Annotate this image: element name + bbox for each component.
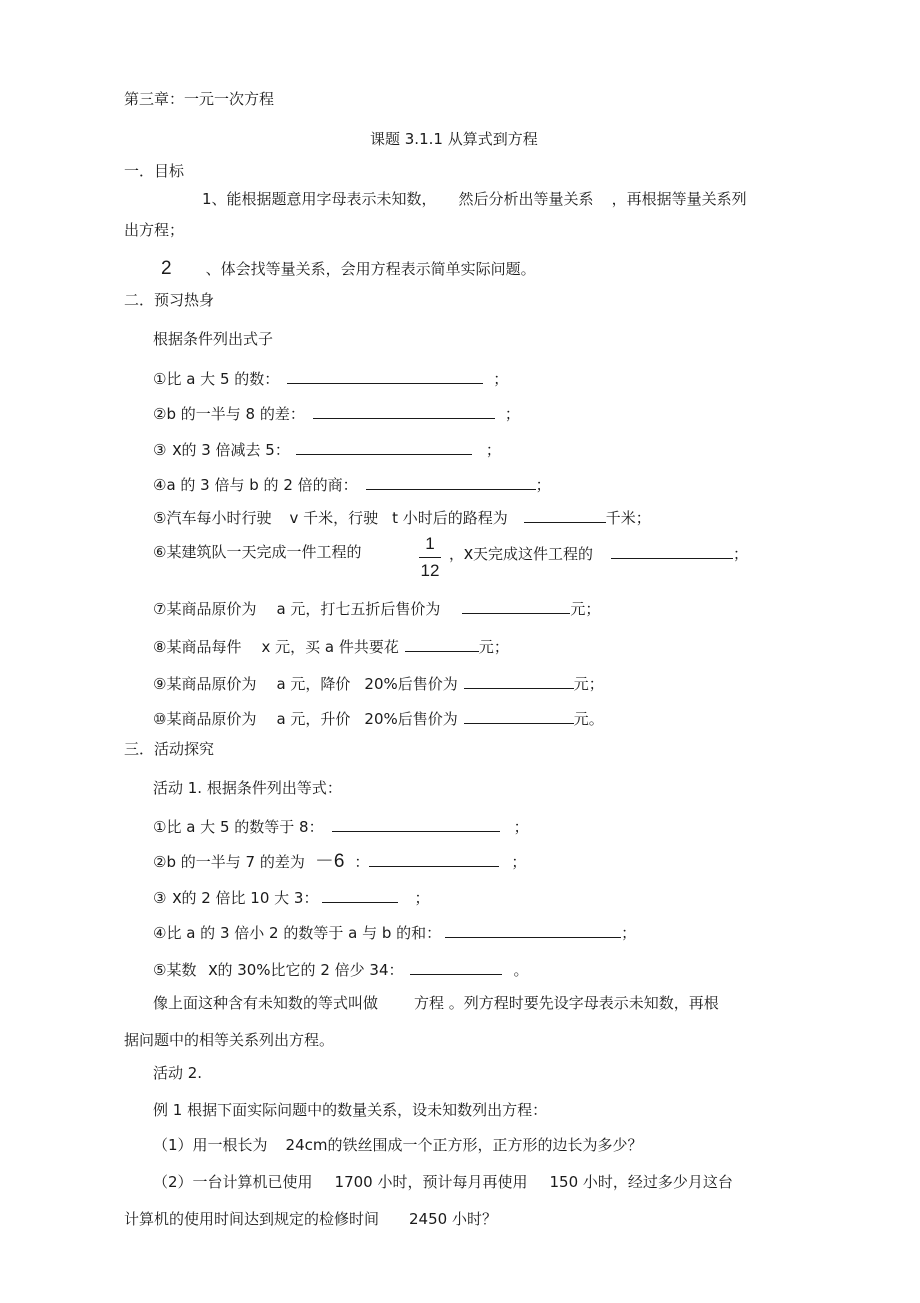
equation-2-end: ； (511, 853, 527, 871)
problem-1-part-b: 24cm的铁丝围成一个正方形，正方形的边长为多少？ (285, 1136, 643, 1154)
answer-blank-2[interactable] (313, 402, 495, 419)
equation-blank-2[interactable] (369, 850, 499, 867)
question-1-text: ①比 a 大 5 的数： (153, 370, 280, 388)
question-6-part-b: 天完成这件工程的 (473, 545, 594, 563)
objective-2-text: 、体会找等量关系，会用方程表示简单实际问题。 (205, 260, 536, 278)
question-5-part-a: ⑤汽车每小时行驶 (153, 509, 272, 527)
equation-2-value: －6 (314, 851, 345, 872)
equation-5-prefix: ⑤某数 (153, 961, 197, 979)
question-10-end: 元。 (573, 710, 604, 728)
equation-blank-4[interactable] (445, 921, 621, 938)
question-10-part-b: a 元，升价 (276, 710, 351, 728)
answer-blank-1[interactable] (287, 367, 483, 384)
question-7-part-b: a 元，打七五折后售价为 (276, 600, 441, 618)
equation-4-text: ④比 a 的 3 倍小 2 的数等于 a 与 b 的和： (153, 924, 442, 942)
equation-2-text: ②b 的一半与 7 的差为 (153, 853, 305, 871)
problem-2-line-1 (153, 1172, 733, 1192)
answer-blank-5[interactable] (524, 506, 606, 523)
question-3-text: 的 3 倍减去 5： (181, 441, 290, 459)
problem-2-part-b: 1700 小时，预计每月再使用 (334, 1173, 528, 1191)
question-7-part-a: ⑦某商品原价为 (153, 600, 257, 618)
equation-question-2 (153, 850, 526, 872)
answer-blank-4[interactable] (366, 473, 536, 490)
preview-question-6 (153, 542, 361, 562)
definition-part-b: 方程 。列方程时要先设字母表示未知数，再根 (414, 994, 719, 1012)
question-5-part-b: v 千米，行驶 (289, 509, 379, 527)
equation-blank-3[interactable] (322, 886, 398, 903)
equation-question-4 (153, 921, 636, 943)
problem-1-part-a: （1）用一根长为 (153, 1136, 268, 1154)
objective-1-part-c: ，再根据等量关系列 (611, 190, 747, 208)
objective-1-line-2: 出方程； (124, 221, 185, 239)
section-heading-preview: 二．预习热身 (124, 291, 215, 309)
equation-3-text: 的 2 倍比 10 大 3： (181, 889, 319, 907)
preview-question-8 (153, 635, 509, 657)
problem-2-part-e: 2450 小时？ (409, 1210, 497, 1228)
problem-2-line-2 (124, 1209, 497, 1229)
problem-1 (153, 1135, 643, 1155)
variable-x: x (464, 543, 474, 563)
question-8-end: 元； (478, 638, 509, 656)
objective-1-line-1 (202, 189, 747, 209)
question-10-part-c: 20%后售价为 (364, 710, 458, 728)
preview-question-3 (153, 438, 501, 460)
preview-question-9 (153, 672, 604, 694)
question-10-part-a: ⑩某商品原价为 (153, 710, 257, 728)
objective-2 (161, 259, 536, 279)
equation-question-5 (153, 958, 529, 980)
question-5-end: 千米； (605, 509, 651, 527)
preview-question-7 (153, 597, 600, 619)
preview-question-1 (153, 367, 508, 389)
question-9-part-a: ⑨某商品原价为 (153, 675, 257, 693)
question-5-part-c: t 小时后的路程为 (392, 509, 508, 527)
variable-x: x (208, 959, 218, 979)
activity-2-title: 活动 2. (153, 1064, 203, 1082)
answer-blank-8[interactable] (405, 635, 479, 652)
equation-question-1 (153, 815, 529, 837)
question-6-part-a: ⑥某建筑队一天完成一件工程的 (153, 543, 362, 561)
equation-5-end: 。 (513, 961, 529, 979)
equation-3-prefix: ③ (153, 889, 167, 907)
question-3-prefix: ③ (153, 441, 167, 459)
definition-part-a: 像上面这种含有未知数的等式叫做 (153, 994, 379, 1012)
fraction-denominator: 12 (420, 561, 440, 580)
equation-question-3 (153, 886, 429, 908)
question-2-end: ； (504, 405, 520, 423)
question-4-text: ④a 的 3 倍与 b 的 2 倍的商： (153, 476, 358, 494)
preview-question-10 (153, 707, 604, 729)
equation-1-end: ； (513, 818, 529, 836)
definition-line-2: 据问题中的相等关系列出方程。 (124, 1031, 335, 1049)
equation-3-end: ； (414, 889, 430, 907)
question-9-part-c: 20%后售价为 (364, 675, 458, 693)
objective-1-part-a: 1、能根据题意用字母表示未知数， (202, 190, 437, 208)
question-6-end: ； (733, 545, 749, 563)
question-7-end: 元； (570, 600, 601, 618)
question-3-end: ； (485, 441, 501, 459)
objective-1-part-b: 然后分析出等量关系 (458, 190, 594, 208)
answer-blank-7[interactable] (462, 597, 570, 614)
definition-line-1 (153, 993, 719, 1013)
activity-1-title: 活动 1. 根据条件列出等式： (153, 779, 342, 797)
preview-question-2 (153, 402, 520, 424)
question-6-comma: ， (449, 545, 465, 563)
equation-blank-5[interactable] (410, 958, 502, 975)
answer-blank-9[interactable] (464, 672, 574, 689)
problem-2-part-c: 150 小时，经过多少月这台 (549, 1173, 733, 1191)
question-9-end: 元； (573, 675, 604, 693)
preview-intro: 根据条件列出式子 (153, 330, 274, 348)
equation-1-text: ①比 a 大 5 的数等于 8： (153, 818, 324, 836)
question-2-text: ②b 的一半与 8 的差： (153, 405, 305, 423)
section-heading-goals: 一．目标 (124, 162, 185, 180)
example-1-title: 例 1 根据下面实际问题中的数量关系，设未知数列出方程： (153, 1101, 548, 1119)
chapter-title: 第三章：一元一次方程 (124, 90, 275, 108)
preview-question-4 (153, 473, 551, 495)
question-1-end: ； (493, 370, 509, 388)
variable-x: x (172, 887, 182, 907)
answer-blank-6[interactable] (611, 542, 733, 559)
fraction-bar (419, 557, 441, 558)
preview-question-5 (153, 506, 651, 528)
lesson-title: 课题 3.1.1 从算式到方程 (370, 130, 538, 148)
equation-blank-1[interactable] (332, 815, 500, 832)
question-8-part-a: ⑧某商品每件 (153, 638, 242, 656)
equation-4-end: ； (621, 924, 637, 942)
equation-5-text: 的 30%比它的 2 倍少 34： (217, 961, 404, 979)
problem-2-part-a: （2）一台计算机已使用 (153, 1173, 313, 1191)
equation-2-colon: ： (354, 853, 370, 871)
objective-2-number: 2 (161, 258, 172, 279)
section-heading-activities: 三．活动探究 (124, 740, 215, 758)
question-8-part-b: x 元，买 a 件共要花 (261, 638, 399, 656)
question-9-part-b: a 元，降价 (276, 675, 351, 693)
answer-blank-10[interactable] (464, 707, 574, 724)
variable-x: x (172, 439, 182, 459)
fraction-numerator: 1 (425, 534, 435, 553)
problem-2-part-d: 计算机的使用时间达到规定的检修时间 (124, 1210, 380, 1228)
preview-question-6-rest (449, 542, 748, 564)
question-4-end: ； (535, 476, 551, 494)
answer-blank-3[interactable] (296, 438, 472, 455)
